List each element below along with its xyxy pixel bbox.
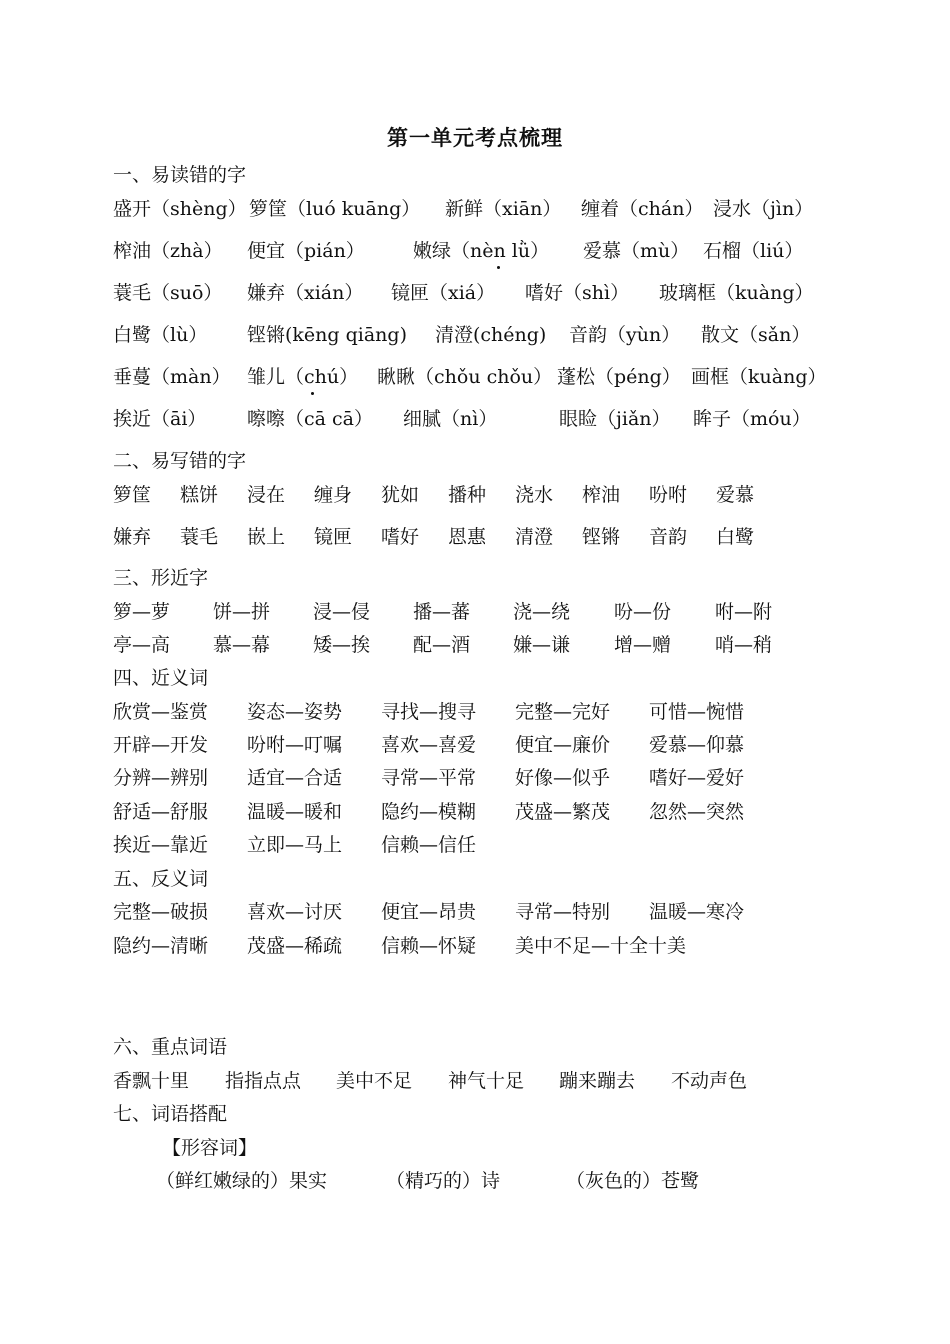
s4-item: 寻常—平常: [381, 767, 477, 789]
s1-item: 嫩绿（nèn lǜ）: [413, 236, 583, 263]
s3-item: 亭—高: [113, 634, 171, 656]
s1-item: 挨近（āi）: [113, 408, 207, 430]
s2-item: 嫌弃: [113, 526, 152, 548]
s3-item: 饼—拼: [213, 601, 271, 623]
s1-row-5: [113, 362, 826, 389]
s2-item: 箩筐: [113, 484, 152, 506]
s4-item: 喜欢—喜爱: [381, 734, 477, 756]
s2-item: 嵌上: [247, 526, 286, 548]
s5-item: 寻常—特别: [515, 901, 611, 923]
s7-item: （鲜红嫩绿的）果实: [156, 1170, 328, 1192]
s2-item: 清澄: [515, 526, 554, 548]
s4-item: 开辟—开发: [113, 734, 209, 756]
s2-item: 吩咐: [649, 484, 688, 506]
s1-item: 浸水（jìn）: [713, 198, 814, 220]
s1-row-4: [113, 320, 810, 347]
section-3-heading: 三、形近字: [113, 567, 209, 589]
s4-item: 可惜—惋惜: [649, 701, 745, 723]
s1-item: 细腻（nì）: [403, 408, 498, 430]
s1-item: 盛开（shèng）: [113, 198, 247, 220]
s4-item: 信赖—信任: [381, 834, 477, 856]
s4-item: 分辨—辨别: [113, 767, 209, 789]
s4-item: 温暖—暖和: [247, 801, 343, 823]
s4-item: 完整—完好: [515, 701, 611, 723]
s2-item: 白鹭: [716, 526, 755, 548]
s1-row-3: [113, 278, 813, 305]
s2-item: 铿锵: [582, 526, 621, 548]
s1-item: 雏儿（chú）: [247, 362, 377, 389]
s1-item: 玻璃框（kuàng）: [659, 282, 814, 304]
s3-item: 配—酒: [413, 634, 471, 656]
s1-item: 铿锵(kēng qiāng): [247, 324, 407, 346]
s5-item: 完整—破损: [113, 901, 209, 923]
section-1-heading: 一、易读错的字: [113, 164, 247, 186]
s3-item: 吩—份: [614, 601, 672, 623]
s7-item: （灰色的）苍鹭: [566, 1170, 700, 1192]
s1-item: 榨油（zhà）: [113, 240, 223, 262]
s1-item: 蓑毛（suō）: [113, 282, 223, 304]
s2-item: 镜匣: [314, 526, 353, 548]
s1-item: 爱慕（mù）: [583, 240, 690, 262]
s4-row-2: [113, 730, 744, 757]
s5-row-2: [113, 931, 686, 958]
s1-item: 蓬松（péng）: [557, 366, 681, 388]
s3-row-1: [113, 597, 772, 624]
s4-item: 挨近—靠近: [113, 834, 209, 856]
s6-item: 不动声色: [671, 1070, 748, 1092]
s4-item: 欣赏—鉴赏: [113, 701, 209, 723]
s4-item: 好像—似乎: [515, 767, 611, 789]
s1-item: 瞅瞅（chǒu chǒu）: [377, 366, 553, 388]
s7-row-1: [156, 1166, 699, 1193]
s1-item: 石榴（liú）: [703, 240, 804, 262]
s5-item: 信赖—怀疑: [381, 935, 477, 957]
s5-item: 便宜—昂贵: [381, 901, 477, 923]
s2-item: 恩惠: [448, 526, 487, 548]
s2-item: 蓑毛: [180, 526, 219, 548]
s2-item: 播种: [448, 484, 487, 506]
section-7-heading: 七、词语搭配: [113, 1103, 228, 1125]
s3-item: 浸—侵: [313, 601, 371, 623]
s1-item: 嚓嚓（cā cā）: [247, 408, 373, 430]
s1-item: 散文（sǎn）: [701, 324, 811, 346]
s5-item: 美中不足—十全十美: [515, 935, 687, 957]
s4-row-4: [113, 797, 744, 824]
s2-item: 音韵: [649, 526, 688, 548]
s1-row-2: [113, 236, 803, 263]
s1-row-1: [113, 194, 813, 221]
s4-item: 立即—马上: [247, 834, 343, 856]
s6-item: 美中不足: [336, 1070, 413, 1092]
s6-item: 香飘十里: [113, 1070, 190, 1092]
s5-row-1: [113, 897, 744, 924]
s6-item: 指指点点: [225, 1070, 302, 1092]
s7-subheading: 【形容词】: [162, 1137, 258, 1159]
s4-item: 爱慕—仰慕: [649, 734, 745, 756]
s3-item: 播—蕃: [413, 601, 471, 623]
s1-item: 便宜（pián）: [247, 240, 365, 262]
s4-item: 隐约—模糊: [381, 801, 477, 823]
s4-item: 姿态—姿势: [247, 701, 343, 723]
s3-item: 哨—稍: [715, 634, 773, 656]
s1-item: 镜匣（xiá）: [391, 282, 496, 304]
s2-row-1: [113, 480, 754, 507]
section-2-heading: 二、易写错的字: [113, 450, 247, 472]
s1-item: 垂蔓（màn）: [113, 366, 231, 388]
s5-item: 温暖—寒冷: [649, 901, 745, 923]
s2-item: 犹如: [381, 484, 420, 506]
s1-item: 缠着（chán）: [581, 198, 704, 220]
s1-item: 音韵（yùn）: [569, 324, 681, 346]
s4-item: 吩咐—叮嘱: [247, 734, 343, 756]
s4-item: 便宜—廉价: [515, 734, 611, 756]
s2-item: 浇水: [515, 484, 554, 506]
page-title: 第一单元考点梳理: [387, 125, 563, 150]
s3-row-2: [113, 630, 772, 657]
s2-item: 嗜好: [381, 526, 420, 548]
s3-item: 咐—附: [715, 601, 773, 623]
s4-row-1: [113, 697, 744, 724]
s4-item: 舒适—舒服: [113, 801, 209, 823]
s6-item: 神气十足: [448, 1070, 525, 1092]
s1-item: 清澄(chéng): [435, 324, 547, 346]
s2-item: 榨油: [582, 484, 621, 506]
s5-item: 隐约—清晰: [113, 935, 209, 957]
s7-item: （精巧的）诗: [386, 1170, 501, 1192]
s6-item: 蹦来蹦去: [559, 1070, 636, 1092]
s3-item: 嫌—谦: [513, 634, 571, 656]
s4-item: 忽然—突然: [649, 801, 745, 823]
s4-item: 嗜好—爱好: [649, 767, 745, 789]
s3-item: 矮—挨: [313, 634, 371, 656]
s1-item: 眼睑（jiǎn）: [559, 408, 671, 430]
s2-item: 爱慕: [716, 484, 755, 506]
s6-row-1: [113, 1066, 747, 1093]
s3-item: 慕—幕: [213, 634, 271, 656]
s3-item: 浇—绕: [513, 601, 571, 623]
s4-item: 寻找—搜寻: [381, 701, 477, 723]
s4-row-3: [113, 763, 744, 790]
s4-item: 适宜—合适: [247, 767, 343, 789]
s5-item: 喜欢—讨厌: [247, 901, 343, 923]
s1-item: 新鲜（xiān）: [445, 198, 562, 220]
s1-item: 白鹭（lù）: [113, 324, 208, 346]
s4-item: 茂盛—繁茂: [515, 801, 611, 823]
s1-item: 嫌弃（xián）: [247, 282, 364, 304]
s2-item: 浸在: [247, 484, 286, 506]
s4-row-5: [113, 830, 476, 857]
s1-item: 画框（kuàng）: [691, 366, 827, 388]
s2-item: 糕饼: [180, 484, 219, 506]
s5-item: 茂盛—稀疏: [247, 935, 343, 957]
s1-item: 嗜好（shì）: [525, 282, 630, 304]
s3-item: 箩—萝: [113, 601, 171, 623]
s1-item: 箩筐（luó kuāng）: [249, 198, 421, 220]
s2-row-2: [113, 522, 754, 549]
section-5-heading: 五、反义词: [113, 868, 209, 890]
section-6-heading: 六、重点词语: [113, 1036, 228, 1058]
s3-item: 增—赠: [614, 634, 672, 656]
s1-item: 眸子（móu）: [693, 408, 811, 430]
s2-item: 缠身: [314, 484, 353, 506]
s1-row-6: [113, 404, 811, 431]
section-4-heading: 四、近义词: [113, 667, 209, 689]
